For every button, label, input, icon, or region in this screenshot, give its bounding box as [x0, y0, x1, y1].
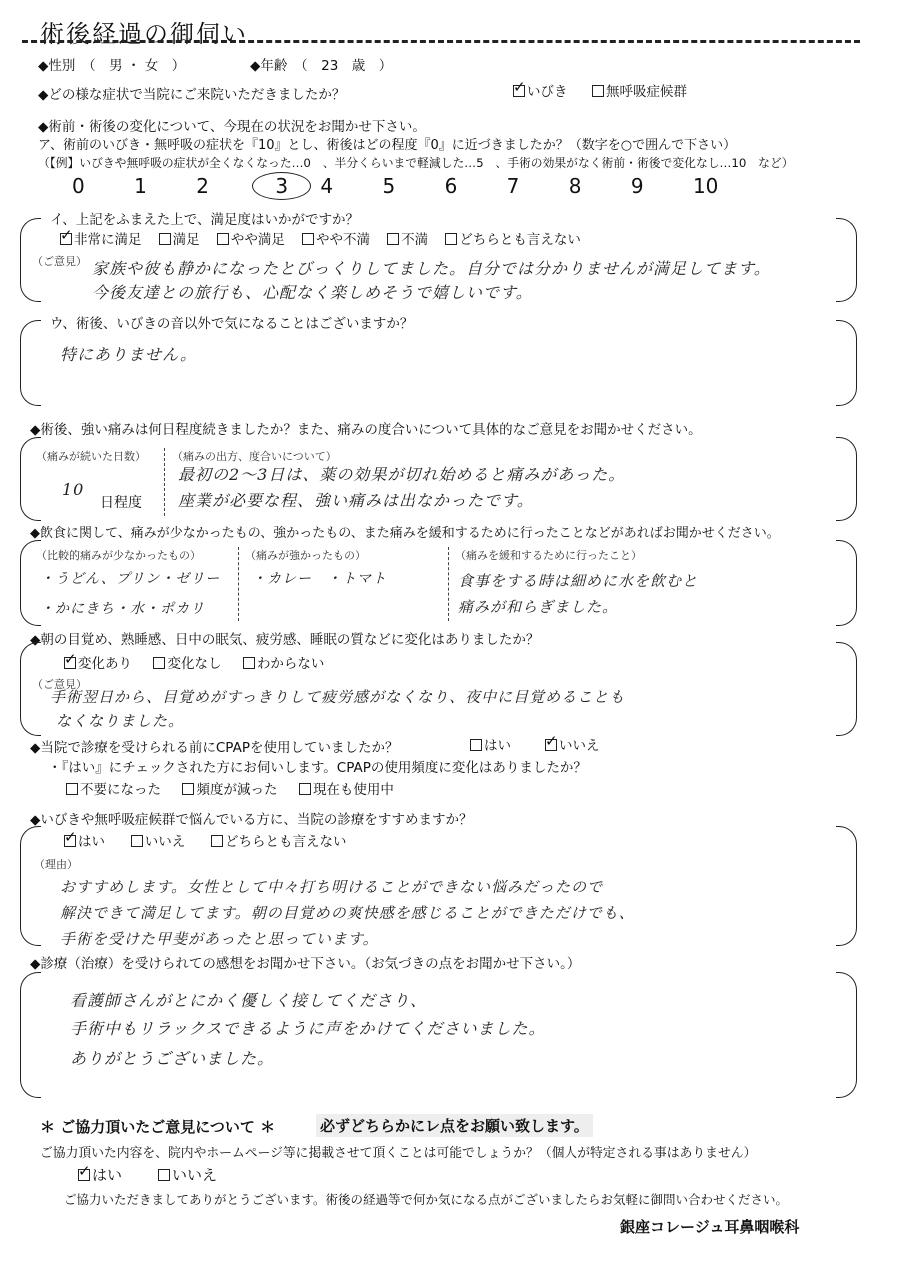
bracket-left — [20, 972, 41, 1098]
change-question: ◆術前・術後の変化について、今現在の状況をお聞かせ下さい。 — [38, 119, 426, 135]
food-col3-item: 食事をする時は細めに水を飲むと — [458, 572, 699, 590]
bracket-left — [20, 826, 41, 946]
title-divider — [22, 40, 860, 43]
food-col1-item: ・かにきち・水・ポカリ — [40, 601, 205, 617]
bracket-right — [836, 642, 857, 736]
cpap-option-yes[interactable]: はい — [470, 734, 511, 754]
food-col2-label: （痛みが強かったもの） — [245, 549, 366, 562]
consent-heading: ＊ ご協力頂いたご意見について ＊ — [40, 1118, 276, 1136]
food-col3-item: 痛みが和らぎました。 — [458, 598, 619, 616]
age-field: ◆年齢 （ 23 歳 ） — [250, 58, 393, 74]
option-unknown[interactable]: わからない — [243, 656, 325, 672]
food-col1-label: （比較的痛みが少なかったもの） — [36, 549, 201, 562]
scale-2[interactable]: 2 — [196, 174, 209, 198]
clinic-name: 銀座コレージュ耳鼻咽喉科 — [620, 1218, 800, 1236]
sleep-comment: なくなりました。 — [56, 712, 185, 730]
pain-comment: 最初の2〜3日は、薬の効果が切れ始めると痛みがあった。 — [178, 465, 626, 484]
impression-question: ◆診療（治療）を受けられての感想をお聞かせ下さい。（お気づきの点をお聞かせ下さい。） — [30, 956, 581, 972]
scale-5[interactable]: 5 — [382, 174, 396, 198]
pain-days-unit: 日程度 — [100, 495, 142, 511]
column-divider — [164, 448, 165, 516]
opinion-label: （ご意見） — [32, 255, 87, 268]
symptom-option-snoring[interactable]: ✓ いびき — [513, 80, 568, 100]
food-question: ◆飲食に関して、痛みが少なかったもの、強かったもの、また痛みを緩和するために行ったことなどがあればお聞かせください。 — [30, 526, 780, 541]
cpap-question: ◆当院で診療を受けられる前にCPAPを使用していましたか？ — [30, 740, 399, 756]
consent-highlight: 必ずどちらかにレ点をお願い致します。 — [316, 1114, 593, 1137]
recommend-options — [64, 830, 347, 850]
option-no-longer-needed[interactable]: 不要になった — [66, 782, 161, 798]
impression-line: 手術中もリラックスできるように声をかけてくださいました。 — [70, 1019, 546, 1038]
change-example: （【例】いびきや無呼吸の症状が全くなくなった…0 、半分くらいまで軽減した…5 、手術の効果がなく術前・術後で変化なし…10 など） — [38, 156, 794, 170]
sleep-question: ◆朝の目覚め、熟睡感、日中の眠気、疲労感、睡眠の質などに変化はありましたか？ — [30, 632, 540, 648]
option-still-using[interactable]: 現在も使用中 — [299, 782, 394, 798]
bracket-right — [836, 437, 857, 521]
bracket-left — [20, 320, 41, 406]
scale-3-circled[interactable]: 3 — [258, 172, 315, 200]
satisfaction-question: イ、上記をふまえた上で、満足度はいかがですか？ — [50, 212, 360, 228]
scale-0[interactable]: 0 — [72, 174, 85, 198]
scale-6[interactable]: 6 — [444, 174, 458, 198]
option-somewhat-dissatisfied[interactable]: やや不満 — [302, 232, 370, 248]
sleep-comment: 手術翌日から、目覚めがすっきりして疲労感がなくなり、夜中に目覚めることも — [50, 688, 626, 706]
impression-line: 看護師さんがとにかく優しく接してくださり、 — [70, 991, 428, 1010]
pain-question: ◆術後、強い痛みは何日程度続きましたか？また、痛みの度合いについて具体的なご意見をお聞かせください。 — [30, 422, 702, 438]
reason-label: （理由） — [34, 858, 78, 871]
reason-line: おすすめします。女性として中々打ち明けることができない悩みだったので — [60, 878, 603, 896]
option-satisfied[interactable]: 満足 — [159, 232, 200, 248]
consent-option-no[interactable]: いいえ — [158, 1164, 217, 1185]
reason-line: 手術を受けた甲斐があったと思っています。 — [60, 930, 379, 948]
other-question: ウ、術後、いびきの音以外で気になることはございますか？ — [50, 316, 414, 332]
consent-option-yes[interactable]: ✓はい — [78, 1164, 122, 1185]
scale-7[interactable]: 7 — [506, 174, 520, 198]
option-very-satisfied[interactable]: ✓非常に満足 — [60, 232, 142, 248]
bracket-right — [836, 826, 857, 946]
option-less-often[interactable]: 頻度が減った — [182, 782, 277, 798]
satisfaction-comment: 家族や彼も静かになったとびっくりしてました。自分では分かりませんが満足してます。 — [92, 259, 771, 278]
option-neither[interactable]: どちらとも言えない — [211, 834, 347, 850]
consent-question: ご協力頂いた内容を、院内やホームページ等に掲載させて頂くことは可能でしょうか？（個人が特定される事はありません） — [40, 1146, 757, 1161]
severity-scale — [72, 172, 750, 200]
bracket-right — [836, 320, 857, 406]
satisfaction-comment: 今後友達との旅行も、心配なく楽しめそうで嬉しいです。 — [92, 283, 533, 302]
opinion-label: （ご意見） — [32, 678, 87, 691]
pain-days-value: 10 — [62, 480, 85, 499]
option-neither[interactable]: どちらとも言えない — [445, 232, 581, 248]
reason-line: 解決できて満足してます。朝の目覚めの爽快感を感じることができただけでも、 — [60, 904, 635, 922]
food-col3-label: （痛みを緩和するために行ったこと） — [455, 549, 642, 562]
symptom-question: ◆どの様な症状で当院にご来院いただきましたか？ — [38, 87, 346, 103]
option-no[interactable]: いいえ — [131, 834, 186, 850]
gender-field: ◆性別 （ 男 ・ 女 ） — [38, 58, 186, 74]
scale-8[interactable]: 8 — [568, 174, 582, 198]
thanks-text: ご協力いただきましてありがとうございます。術後の経過等で何か気になる点がございましたらお気軽に御問い合わせください。 — [64, 1192, 789, 1207]
page-title: 術後経過の御伺い — [40, 20, 248, 48]
scale-1[interactable]: 1 — [134, 174, 147, 198]
option-changed[interactable]: ✓変化あり — [64, 656, 132, 672]
scale-10[interactable]: 10 — [692, 174, 719, 198]
checkbox-checked-icon — [513, 85, 525, 97]
sleep-options — [64, 652, 324, 672]
bracket-right — [836, 540, 857, 626]
pain-detail-label: （痛みの出方、度合いについて） — [172, 450, 337, 463]
pain-days-label: （痛みが続いた日数） — [36, 450, 146, 463]
food-col1-item: ・うどん、プリン・ゼリー — [40, 571, 221, 587]
cpap-option-no[interactable]: ✓ いいえ — [545, 734, 600, 754]
checkbox-icon — [592, 85, 604, 97]
other-comment: 特にありません。 — [60, 345, 197, 364]
bracket-right — [836, 218, 857, 302]
impression-line: ありがとうございました。 — [70, 1049, 275, 1068]
scale-9[interactable]: 9 — [630, 174, 644, 198]
option-somewhat-satisfied[interactable]: やや満足 — [217, 232, 285, 248]
pain-comment: 座業が必要な程、強い痛みは出なかったです。 — [178, 491, 534, 510]
column-divider — [448, 547, 449, 621]
scale-4[interactable]: 4 — [320, 174, 334, 198]
column-divider — [238, 547, 239, 621]
change-subquestion: ア、術前のいびき・無呼吸の症状を『10』とし、術後はどの程度『0』に近づきましたか？（数字を○で囲んで下さい） — [38, 138, 737, 153]
cpap-sub-options — [66, 778, 394, 798]
recommend-question: ◆いびきや無呼吸症候群で悩んでいる方に、当院の診療をすすめますか？ — [30, 812, 473, 828]
symptom-option-apnea[interactable]: 無呼吸症候群 — [592, 80, 687, 100]
option-dissatisfied[interactable]: 不満 — [387, 232, 428, 248]
bracket-right — [836, 972, 857, 1098]
cpap-subquestion: ・『はい』にチェックされた方にお伺いします。CPAPの使用頻度に変化はありましたか？ — [48, 760, 587, 776]
option-no-change[interactable]: 変化なし — [153, 656, 221, 672]
satisfaction-options — [60, 228, 581, 248]
food-col2-item: ・カレー ・トマト — [252, 571, 387, 587]
option-yes[interactable]: ✓はい — [64, 834, 105, 850]
